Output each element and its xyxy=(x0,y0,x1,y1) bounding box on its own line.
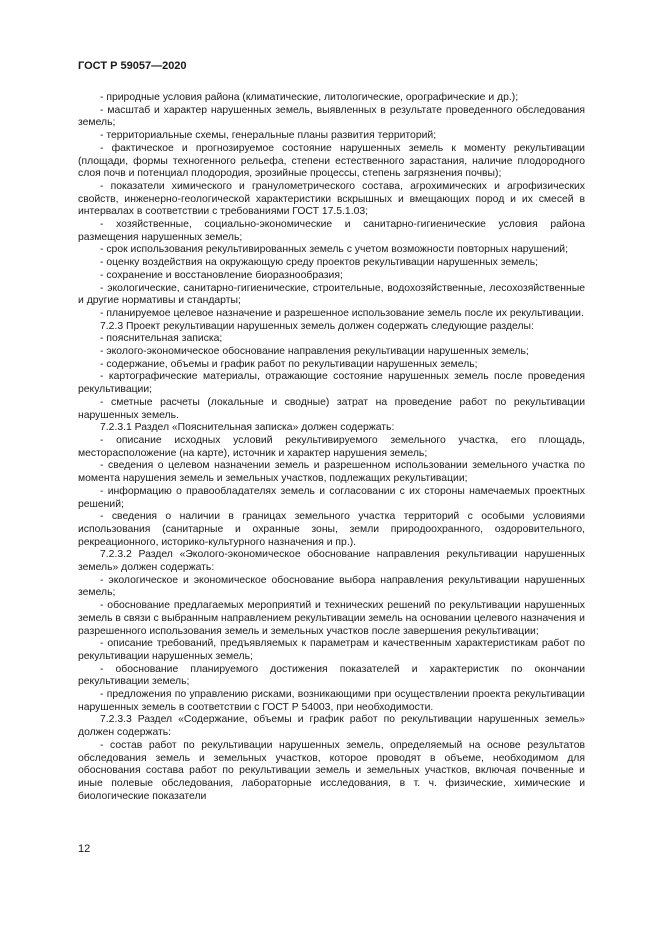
paragraph: - хозяйственные, социально-экономические и санитарно-гигиенические условия района размещения нарушенных земель; xyxy=(78,219,585,243)
paragraph: - информацию о правообладателях земель и согласовании с их стороны намечаемых проектных решений; xyxy=(78,485,585,510)
paragraph: - обоснование предлагаемых мероприятий и технических решений по рекультивации нарушенных земель в связи с выбранным направлением рекультивации земель на основании целевого назначения и разрешенного использования земель и земельных участков после завершения рекультивации; xyxy=(78,600,585,637)
paragraph: - экологические, санитарно-гигиенические, строительные, водохозяйственные, лесохозяйственные и другие нормативы и стандарты; xyxy=(78,282,585,307)
section-heading: 7.2.3.1 Раздел «Пояснительная записка» должен содержать: xyxy=(100,422,395,434)
document-header: ГОСТ Р 59057—2020 xyxy=(78,60,187,72)
paragraph: - сведения о целевом назначении земель и разрешенном использовании земельного участка по момента нарушения земель и земельных участков, подлежащих рекультивации; xyxy=(78,460,585,485)
paragraph: - сохранение и восстановление биоразнообразия; xyxy=(100,269,343,281)
paragraph: - состав работ по рекультивации нарушенных земель, определяемый на основе результатов обследования земель и земельных участков, которое проводят в объеме, необходимом для обоснования состава работ по рекультивации земель и земельных участков, включая почвенные и иные полевые обследования, лабораторные исследования, в т. ч. физические, химические и биологические показатели xyxy=(78,739,585,802)
paragraph: - обоснование планируемого достижения показателей и характеристик по окончании рекультивации земель; xyxy=(78,663,585,688)
paragraph: - срок использования рекультивированных земель с учетом возможности повторных нарушений; xyxy=(100,244,568,256)
paragraph: - сведения о наличии в границах земельного участка территорий с особыми условиями использования (санитарные и охранные зоны, земли природоохранного, оздоровительного, рекреационного, историко-культурного назначения и пр.). xyxy=(78,511,585,548)
paragraph: - пояснительная записка; xyxy=(100,333,223,345)
paragraph: - масштаб и характер нарушенных земель, выявленных в результате проведенного обследования земель; xyxy=(78,104,585,129)
paragraph: - содержание, объемы и график работ по рекультивации нарушенных земель; xyxy=(100,358,478,370)
body-text xyxy=(78,92,585,803)
section-heading: 7.2.3.2 Раздел «Эколого-экономическое обоснование направления рекультивации нарушенных земель» должен содержать: xyxy=(78,549,585,574)
paragraph: - предложения по управлению рисками, возникающими при осуществлении проекта рекультивации нарушенных земель в соответствии с ГОСТ Р 54003, при необходимости. xyxy=(78,689,585,713)
paragraph: - планируемое целевое назначение и разрешенное использование земель после их рекультивации. xyxy=(100,307,584,319)
section-heading: 7.2.3 Проект рекультивации нарушенных земель должен содержать следующие разделы: xyxy=(100,320,534,332)
paragraph: - экологическое и экономическое обоснование выбора направления рекультивации нарушенных земель; xyxy=(78,574,585,599)
page-number: 12 xyxy=(78,843,91,855)
paragraph: - оценку воздействия на окружающую среду проектов рекультивации нарушенных земель; xyxy=(100,257,539,269)
section-heading: 7.2.3.3 Раздел «Содержание, объемы и график работ по рекультивации нарушенных земель» должен содержать: xyxy=(78,714,585,739)
paragraph: - сметные расчеты (локальные и сводные) затрат на проведение работ по рекультивации нарушенных земель. xyxy=(78,396,585,421)
paragraph: - фактическое и прогнозируемое состояние нарушенных земель к моменту рекультивации (площади, формы техногенного рельефа, степени естественного зарастания, наличие плодородного слоя почв и потенциал плодородия, эрозийные процессы, степень загрязнения почвы); xyxy=(78,142,585,180)
paragraph: - описание исходных условий рекультивируемого земельного участка, его площадь, месторасположение (на карте), источник и характер нарушения земель; xyxy=(78,434,585,459)
paragraph: - описание требований, предъявляемых к параметрам и качественным характеристикам работ по рекультивации нарушенных земель; xyxy=(78,638,585,662)
paragraph: - эколого-экономическое обоснование направления рекультивации нарушенных земель; xyxy=(100,346,529,358)
paragraph: - территориальные схемы, генеральные планы развития территорий; xyxy=(100,130,437,142)
paragraph: - картографические материалы, отражающие состояние нарушенных земель после проведения рекультивации; xyxy=(78,371,585,396)
paragraph: - показатели химического и гранулометрического состава, агрохимических и агрофизических свойств, инженерно-геологической характеристики вскрышных и вмещающих пород и их смесей в интервалах в соответствии с требованиями ГОСТ 17.5.1.03; xyxy=(78,180,585,218)
paragraph: - природные условия района (климатические, литологические, орографические и др.); xyxy=(100,92,519,103)
